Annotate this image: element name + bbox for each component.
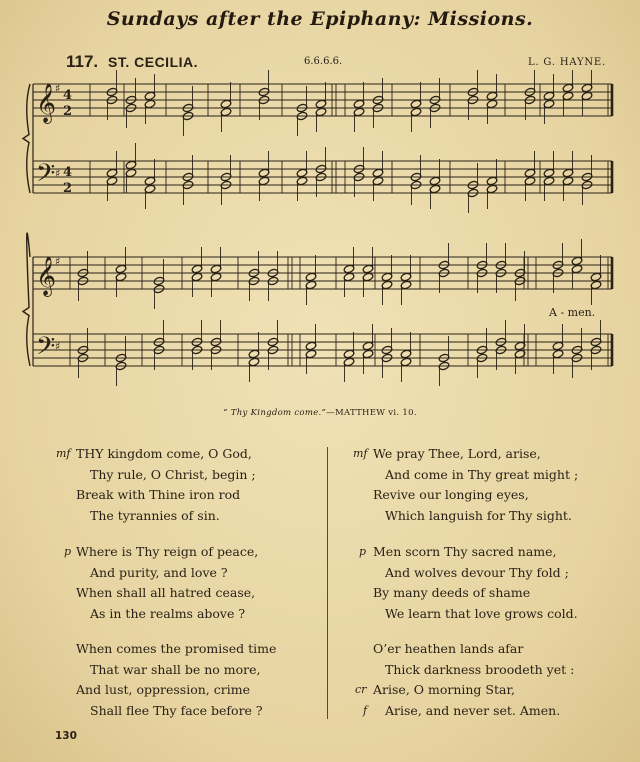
running-head: Sundays after the Epiphany: Missions. bbox=[106, 8, 534, 30]
dynamic-mark: mf bbox=[353, 447, 368, 460]
stanza-line: And purity, and love ? bbox=[90, 564, 228, 580]
stanza-line: Break with Thine iron rod bbox=[76, 487, 241, 502]
bass-clef-icon: 𝄢 bbox=[36, 159, 56, 194]
dynamic-mark: p bbox=[64, 545, 72, 558]
column-divider bbox=[327, 447, 328, 719]
dynamic-mark: cr bbox=[355, 683, 367, 696]
dynamic-mark: p bbox=[359, 545, 367, 558]
stanza-line: Revive our longing eyes, bbox=[373, 487, 529, 502]
system-brace bbox=[23, 84, 30, 193]
system-brace bbox=[23, 233, 30, 366]
stanza-line: Thick darkness broodeth yet : bbox=[385, 661, 575, 677]
treble-clef-icon: 𝄞 bbox=[36, 83, 57, 123]
stanza-line: mf We pray Thee, Lord, arise, bbox=[355, 444, 578, 465]
stanza-line: That war shall be no more, bbox=[90, 661, 261, 677]
stanza-line: O’er heathen lands afar bbox=[373, 641, 524, 656]
stanza-line: We learn that love grows cold. bbox=[385, 605, 578, 621]
stanza-6 bbox=[355, 639, 574, 721]
dynamic-mark: mf bbox=[56, 447, 71, 460]
stanza-line: f Arise, and never set. Amen. bbox=[355, 701, 574, 722]
sharp-icon: ♯ bbox=[55, 82, 61, 95]
epigraph-quote: “ Thy Kingdom come.” bbox=[223, 408, 327, 418]
stanza-line: And come in Thy great might ; bbox=[385, 466, 579, 482]
sharp-icon: ♯ bbox=[55, 167, 61, 180]
stanza-3 bbox=[60, 639, 276, 721]
epigraph bbox=[0, 408, 640, 418]
stanza-2 bbox=[60, 542, 258, 624]
stanza-5 bbox=[355, 542, 578, 624]
stanza-line: When comes the promised time bbox=[76, 641, 277, 656]
stanza-line: As in the realms above ? bbox=[90, 605, 246, 621]
stanza-line: p Where is Thy reign of peace, bbox=[60, 542, 258, 563]
hymn-header bbox=[66, 52, 606, 72]
music-score bbox=[0, 70, 640, 390]
stanza-line: mf THY kingdom come, O God, bbox=[60, 444, 256, 465]
treble-clef-icon: 𝄞 bbox=[36, 256, 57, 296]
epigraph-source: —MATTHEW vi. 10. bbox=[326, 408, 417, 418]
meter: 6.6.6.6. bbox=[304, 56, 343, 67]
stanza-line: p Men scorn Thy sacred name, bbox=[355, 542, 578, 563]
stanza-line: Thy rule, O Christ, begin ; bbox=[90, 466, 256, 482]
time-signature-icon: 2 bbox=[63, 181, 73, 196]
time-signature-icon: 2 bbox=[63, 104, 73, 119]
tune-name: ST. CECILIA. bbox=[108, 54, 199, 70]
composer: L. G. HAYNE. bbox=[528, 57, 606, 68]
bass-clef-icon: 𝄢 bbox=[36, 332, 56, 367]
hymn-number: 117. bbox=[66, 52, 99, 71]
sharp-icon: ♯ bbox=[55, 255, 61, 268]
stanza-line: By many deeds of shame bbox=[373, 585, 531, 600]
stanza-line: cr Arise, O morning Star, bbox=[355, 680, 574, 701]
stanza-line: When shall all hatred cease, bbox=[76, 585, 256, 600]
stanza-line: Shall flee Thy face before ? bbox=[90, 702, 263, 718]
time-signature-icon: 4 bbox=[63, 88, 73, 103]
page-number: 130 bbox=[55, 730, 77, 742]
dynamic-mark: f bbox=[363, 703, 368, 717]
stanza-1 bbox=[56, 444, 256, 526]
stanza-line: And lust, oppression, crime bbox=[76, 682, 250, 697]
amen-label: A - men. bbox=[549, 306, 596, 319]
stanza-line: Which languish for Thy sight. bbox=[385, 507, 572, 523]
stanza-4 bbox=[355, 444, 578, 526]
stanza-line: And wolves devour Thy fold ; bbox=[385, 564, 569, 580]
stanza-line: The tyrannies of sin. bbox=[90, 507, 220, 523]
time-signature-icon: 4 bbox=[63, 165, 73, 180]
sharp-icon: ♯ bbox=[55, 340, 61, 353]
